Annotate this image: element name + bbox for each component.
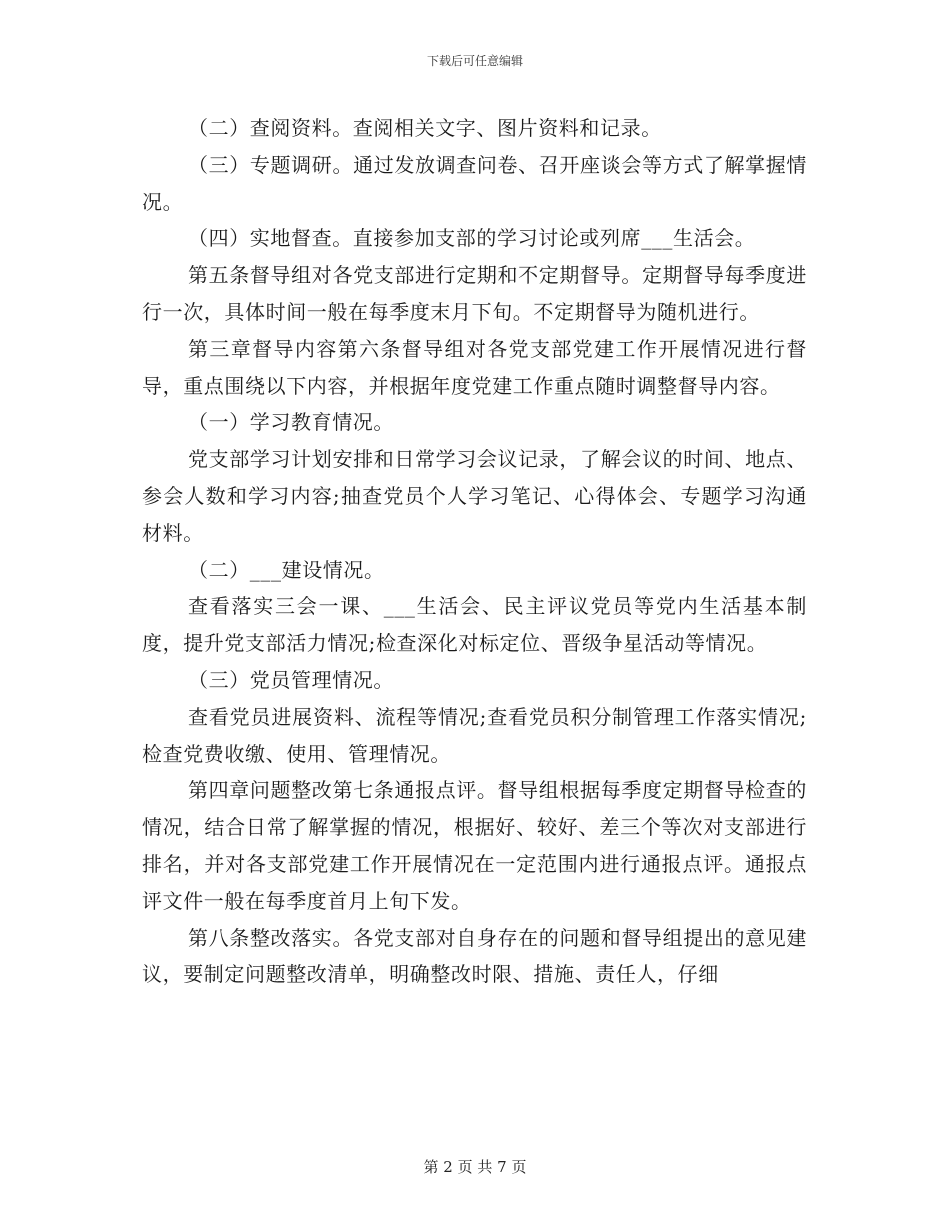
- page-header-note: 下载后可任意编辑: [426, 54, 523, 68]
- paragraph: 第四章问题整改第七条通报点评。督导组根据每季度定期督导检查的情况，结合日常了解掌握的情况，根据好、较好、差三个等次对支部进行排名，并对各支部党建工作开展情况在一定范围内进行通报点评。通报点评文件一般在每季度首月上旬下发。: [142, 778, 807, 913]
- document-body: [142, 110, 807, 993]
- paragraph: 第八条整改落实。各党支部对自身存在的问题和督导组提出的意见建议，要制定问题整改清单，明确整改时限、措施、责任人，仔细: [142, 925, 807, 987]
- paragraph: 第三章督导内容第六条督导组对各党支部党建工作开展情况进行督导，重点围绕以下内容，并根据年度党建工作重点随时调整督导内容。: [142, 336, 807, 398]
- paragraph: （四）实地督查。直接参加支部的学习讨论或列席___生活会。: [188, 226, 756, 251]
- page-number-footer: 第 2 页 共 7 页: [423, 1158, 527, 1176]
- paragraph: 查看党员进展资料、流程等情况;查看党员积分制管理工作落实情况;检查党费收缴、使用、管理情况。: [142, 704, 807, 766]
- paragraph: （三）专题调研。通过发放调查问卷、召开座谈会等方式了解掌握情况。: [142, 152, 807, 214]
- paragraph: 第五条督导组对各党支部进行定期和不定期督导。定期督导每季度进行一次，具体时间一般在每季度末月下旬。不定期督导为随机进行。: [142, 263, 807, 324]
- paragraph: （二）查阅资料。查阅相关文字、图片资料和记录。: [188, 116, 662, 140]
- paragraph: （三）党员管理情况。: [188, 667, 394, 692]
- paragraph: （二）___建设情况。: [188, 557, 385, 582]
- paragraph: 党支部学习计划安排和日常学习会议记录，了解会议的时间、地点、参会人数和学习内容;抽查党员个人学习笔记、心得体会、专题学习沟通材料。: [142, 447, 807, 545]
- paragraph: （一）学习教育情况。: [188, 410, 394, 435]
- paragraph: 查看落实三会一课、___生活会、民主评议党员等党内生活基本制度，提升党支部活力情况;检查深化对标定位、晋级争星活动等情况。: [142, 594, 807, 656]
